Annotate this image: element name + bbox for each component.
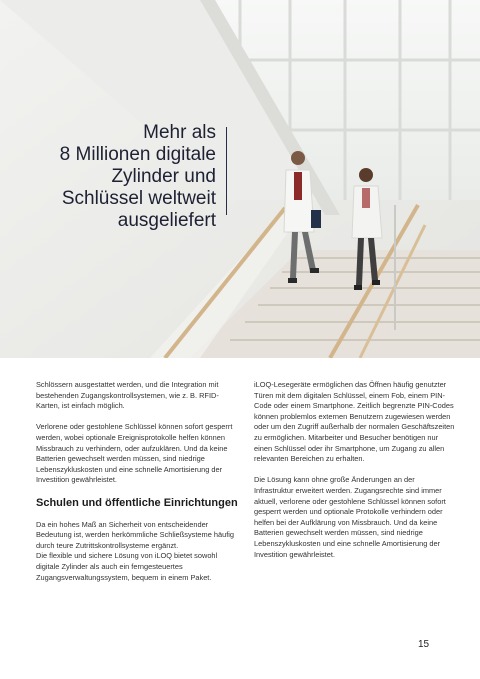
paragraph: Die Lösung kann ohne große Änderungen an der Infrastruktur erweitert werden. Zugangsrechte sind immer aktuell, verlorene oder gestohlene Schlüssel können sofort gesperrt werden und optionale Protokolle verhindern oder helfen bei der Aufklärung von Missbrauch. Und da keine Batterien gewechselt werden müssen, sind niedrige Lebenszykluskosten und eine schnelle Amortisierung der Investition gewährleistet.	[254, 475, 446, 559]
section-heading: Schulen und öffentliche Einrichtungen	[36, 496, 238, 509]
text-column-right	[254, 380, 456, 571]
paragraph: Die flexible und sichere Lösung von iLOQ bietet sowohl digitale Zylinder als auch ein ferngesteuertes Zugangsverwaltungssystem, bequem in einem Paket.	[36, 551, 218, 582]
paragraph: Verlorene oder gestohlene Schlüssel können sofort gesperrt werden, wobei optionale Ereignisprotokolle helfen können Missbrauch zu verhindern, oder aufzuklären. Und da keine Batterien gewechselt werden müssen, sind niedrige Lebenszykluskosten und eine schnelle Amortisierung der Investition gewährleistet.	[36, 422, 233, 485]
headline-divider	[226, 127, 227, 215]
paragraph: iLOQ-Lesegeräte ermöglichen das Öffnen häufig genutzter Türen mit dem digitalen Schlüssel, einem Fob, einem PIN-Code oder einem Smartphone. Zeitlich begrenzte PIN-Codes können problemlos externen Benutzern zugewiesen werden oder um den Zugriff außerhalb der normalen Geschäftszeiten zu ermöglichen. Mitarbeiter und Besucher benötigen nur einen Schlüssel oder ihr Smartphone, um Zugang zu allen relevanten Bereichen zu erhalten.	[254, 380, 455, 464]
paragraph: Da ein hohes Maß an Sicherheit von entscheidender Bedeutung ist, werden herkömmliche Schließsysteme häufig durch teure Zutrittskontrollsysteme ergänzt.	[36, 519, 235, 550]
headline-line: Schlüssel weltweit	[61, 188, 216, 209]
headline-line: Zylinder und	[111, 166, 216, 187]
headline-line: 8 Millionen digitale	[59, 144, 216, 165]
text-column-left	[36, 380, 238, 594]
headline-line: ausgeliefert	[117, 210, 216, 231]
paragraph: Schlössern ausgestattet werden, und die Integration mit bestehenden Zugangskontrollsystemen, wie z. B. RFID-Karten, ist einfach möglich.	[36, 380, 219, 411]
page-number: 15	[418, 639, 430, 650]
headline-line: Mehr als	[143, 122, 216, 143]
hero-headline	[16, 122, 216, 232]
